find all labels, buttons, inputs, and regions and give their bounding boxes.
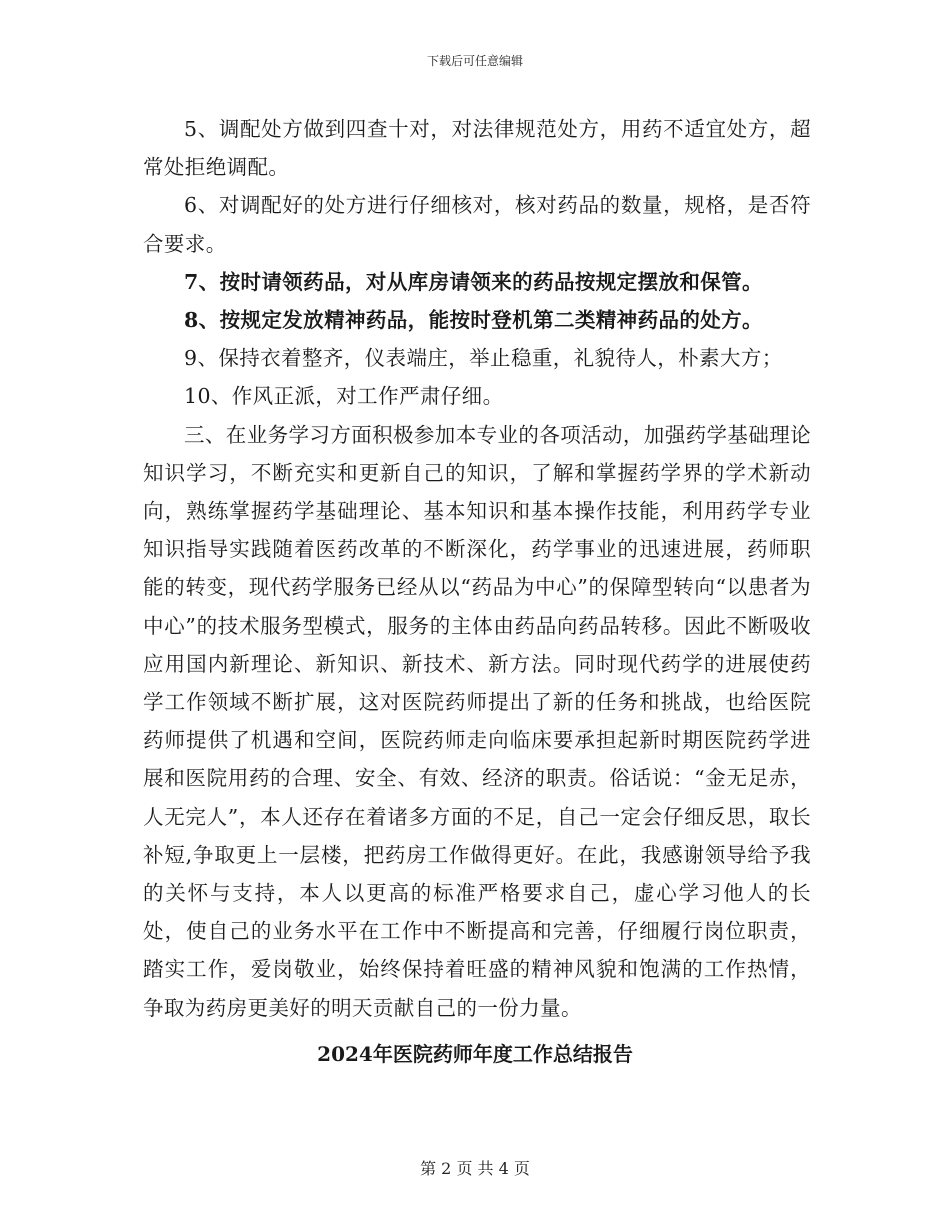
paragraph-9: 9、保持衣着整齐，仪表端庄，举止稳重，礼貌待人，朴素大方； [184, 346, 783, 371]
paragraph-5: 5、调配处方做到四查十对，对法律规范处方，用药不适宜处方，超常处拒绝调配。 [143, 117, 811, 180]
paragraph-6: 6、对调配好的处方进行仔细核对，核对药品的数量，规格，是否符合要求。 [143, 193, 811, 256]
paragraph-8: 8、按规定发放精神药品，能按时登机第二类精神药品的处方。 [184, 308, 763, 333]
paragraph-7: 7、按时请领药品，对从库房请领来的药品按规定摆放和保管。 [184, 269, 763, 294]
paragraph-section-3: 三、在业务学习方面积极参加本专业的各项活动，加强药学基础理论知识学习，不断充实和更新自己的知识，了解和掌握药学界的学术新动向，熟练掌握药学基础理论、基本知识和基本操作技能，利用药学专业知识指导实践随着医药改革的不断深化，药学事业的迅速进展，药师职能的转变，现代药学服务已经从以“药品为中心”的保障型转向“以患者为中心”的技术服务型模式，服务的主体由药品向药品转移。因此不断吸收应用国内新理论、新知识、新技术、新方法。同时现代药学的进展使药学工作领域不断扩展，这对医院药师提出了新的任务和挑战，也给医院药师提供了机遇和空间，医院药师走向临床要承担起新时期医院药学进展和医院用药的合理、安全、有效、经济的职责。俗话说：“金无足赤，人无完人”，本人还存在着诸多方面的不足，自己一定会仔细反思，取长补短,争取更上一层楼，把药房工作做得更好。在此，我感谢领导给予我的关怀与支持，本人以更高的标准严格要求自己，虚心学习他人的长处，使自己的业务水平在工作中不断提高和完善，仔细履行岗位职责，踏实工作，爱岗敬业，始终保持着旺盛的精神风貌和饱满的工作热情，争取为药房更美好的明天贡献自己的一份力量。 [143, 422, 811, 1020]
page-footer: 第 2 页 共 4 页 [420, 1159, 530, 1178]
body-text [143, 110, 811, 1027]
report-title: 2024年医院药师年度工作总结报告 [317, 1042, 633, 1066]
paragraph-10: 10、作风正派，对工作严肃仔细。 [184, 384, 504, 409]
page-header: 下载后可任意编辑 [426, 54, 523, 68]
